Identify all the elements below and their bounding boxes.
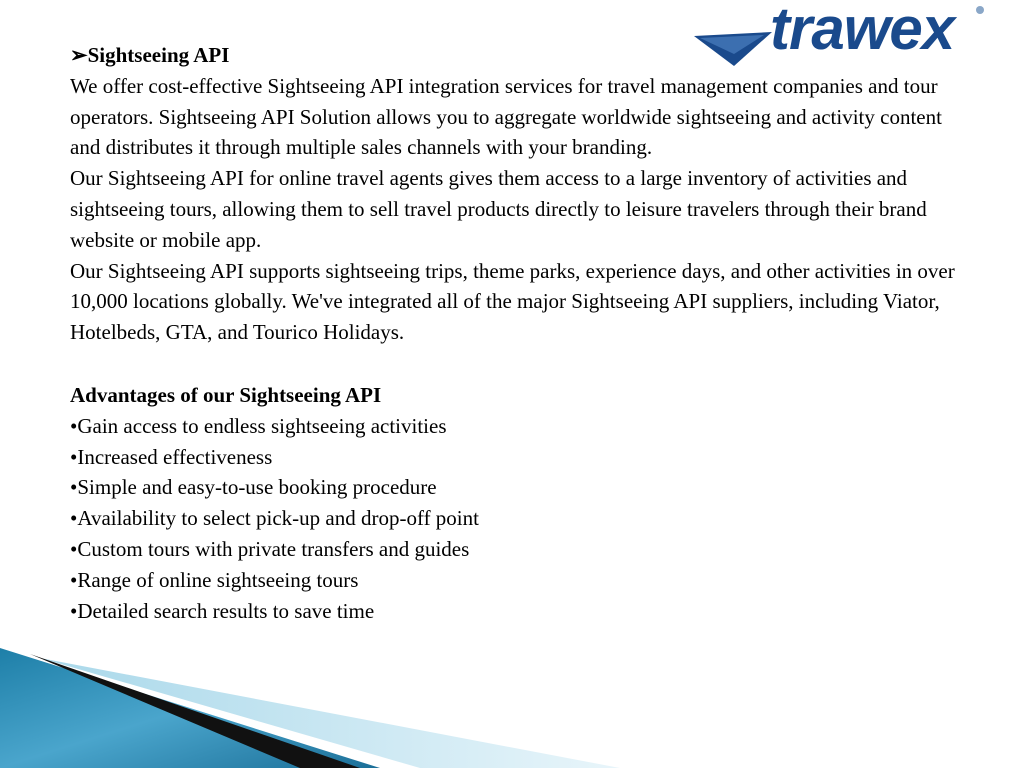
logo-wordmark: trawex — [770, 0, 955, 62]
list-item: •Detailed search results to save time — [70, 598, 375, 623]
logo-registered-dot — [976, 6, 984, 14]
section-title-text: Sightseeing API — [87, 43, 230, 67]
advantages-title: Advantages of our Sightseeing API — [70, 382, 382, 407]
list-item: •Range of online sightseeing tours — [70, 567, 359, 592]
paragraph-intro: We offer cost-effective Sightseeing API integration services for travel management companies and tour operators. Sightseeing API Solution allows you to aggregate worldwide sightseeing and activity content and distributes it through multiple sales channels with your branding. — [70, 73, 942, 160]
advantages-list — [70, 411, 970, 627]
paragraph-agents: Our Sightseeing API for online travel agents gives them access to a large inventory of activities and sightseeing tours, allowing them to sell travel products directly to leisure travelers through their brand website or mobile app. — [70, 166, 927, 252]
list-item: •Availability to select pick-up and drop-off point — [70, 506, 479, 531]
list-item: •Increased effectiveness — [70, 444, 273, 469]
list-item: •Simple and easy-to-use booking procedure — [70, 475, 437, 500]
paragraph-coverage: Our Sightseeing API supports sightseeing trips, theme parks, experience days, and other activities in over 10,000 locations globally. We've integrated all of the major Sightseeing API suppliers, including Viator, Hotelbeds, GTA, and Tourico Holidays. — [70, 258, 955, 345]
list-item: •Gain access to endless sightseeing activities — [70, 413, 447, 438]
spacer — [70, 348, 970, 380]
decorative-corner-swoosh — [0, 648, 620, 768]
arrow-bullet-icon: ➢ — [70, 43, 88, 67]
slide-content — [70, 40, 970, 626]
list-item: •Custom tours with private transfers and guides — [70, 536, 470, 561]
section-title — [70, 40, 970, 71]
